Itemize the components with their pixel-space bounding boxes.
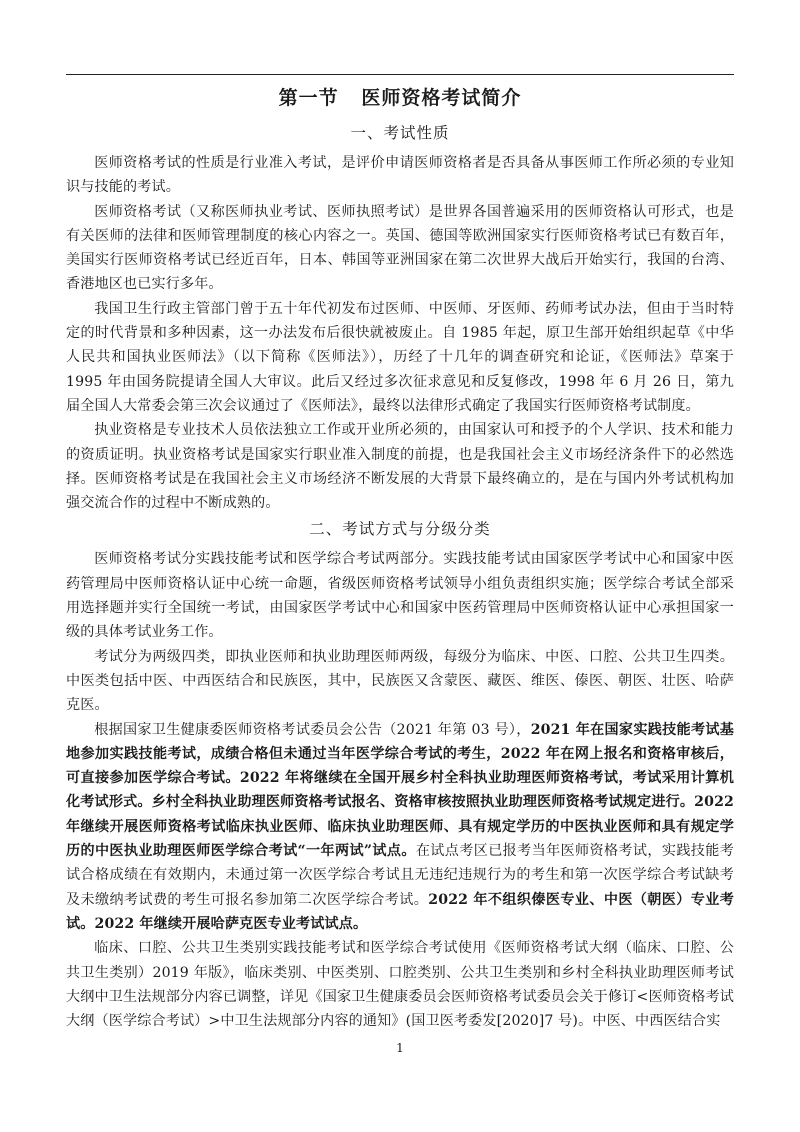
paragraph: 考试分为两级四类，即执业医师和执业助理医师两级，每级分为临床、中医、口腔、公共卫生四类。中医类包括中医、中西医结合和民族医，其中，民族医又含蒙医、藏医、维医、傣医、朝医、壮医、哈萨克医。 [66,648,734,714]
announcement-middle: 在试点考区已报考当年医师资格考试，实践技能考试合格成绩在有效期内，未通过第一次医学综合考试且无违纪违规行为的考生和第一次医学综合考试缺考及未缴纳考试费的考生可报名参加第二次医学综合考试。 [66,843,734,908]
paragraph-announcement [66,718,734,937]
section-heading-2: 二、考试方式与分级分类 [309,520,491,539]
announcement-intro: 根据国家卫生健康委医师资格考试委员会公告（2021 年第 03 号）， [94,721,531,738]
paragraph: 医师资格考试（又称医师执业考试、医师执照考试）是世界各国普遍采用的医师资格认可形式，也是有关医师的法律和医师管理制度的核心内容之一。英国、德国等欧洲国家实行医师资格考试已有数百年，美国实行医师资格考试已经近百年，日本、韩国等亚洲国家在第二次世界大战后开始实行，我国的台湾、香港地区也已实行多年。 [66,203,734,293]
paragraph: 临床、口腔、公共卫生类别实践技能考试和医学综合考试使用《医师资格考试大纲（临床、口腔、公共卫生类别）2019 年版》，临床类别、中医类别、口腔类别、公共卫生类别和乡村全科执业助理医师考试大纲中卫生法规部分内容已调整，详见《国家卫生健康委员会医师资格考试委员会关于修订<医师资格考试大纲（医学综合考试）>中卫生法规部分内容的通知》(国卫医考委发[2020]7 号)。中医、中西医结合实 [66,940,734,1030]
announcement-bold-1: 2021 年在国家实践技能考试基地参加实践技能考试，成绩合格但未通过当年医学综合考试的考生，2022 年在网上报名和资格审核后，可直接参加医学综合考试。2022 年将继续在全国开展乡村全科执业助理医师资格考试，考试采用计算机化考试形式。乡村全科执业助理医师资格考试报名、资格审核按照执业助理医师资格考试规定进行。2022 年继续开展医师资格考试临床执业医师、临床执业助理医师、具有规定学历的中医执业医师和具有规定学历的中医执业助理医师医学综合考试“一年两试”试点。 [66,721,734,860]
paragraph: 执业资格是专业技术人员依法独立工作或开业所必须的，由国家认可和授予的个人学识、技术和能力的资质证明。执业资格考试是国家实行职业准入制度的前提，也是我国社会主义市场经济条件下的必然选择。医师资格考试是在我国社会主义市场经济不断发展的大背景下最终确立的，是在与国内外考试机构加强交流合作的过程中不断成熟的。 [66,422,734,512]
page-number: 1 [396,1041,404,1055]
chapter-title: 第一节 医师资格考试简介 [278,87,522,109]
page-content [66,84,734,1033]
paragraph: 医师资格考试分实践技能考试和医学综合考试两部分。实践技能考试由国家医学考试中心和国家中医药管理局中医师资格认证中心统一命题，省级医师资格考试领导小组负责组织实施；医学综合考试全部采用选择题并实行全国统一考试，由国家医学考试中心和国家中医药管理局中医师资格认证中心承担国家一级的具体考试业务工作。 [66,551,734,641]
paragraph: 医师资格考试的性质是行业准入考试，是评价申请医师资格者是否具备从事医师工作所必须的专业知识与技能的考试。 [66,155,734,196]
announcement-bold-2: 2022 年不组织傣医专业、中医（朝医）专业考试。2022 年继续开展哈萨克医专业考试试点。 [66,891,734,932]
section-heading-1: 一、考试性质 [350,124,450,142]
paragraph: 我国卫生行政主管部门曾于五十年代初发布过医师、中医师、牙医师、药师考试办法，但由于当时特定的时代背景和多种因素，这一办法发布后很快就被废止。自 1985 年起，原卫生部开始组织起草《中华人民共和国执业医师法》（以下简称《医师法》），历经了十几年的调查研究和论证，《医师法》草案于 1995 年由国务院提请全国人大审议。此后又经过多次征求意见和反复修改，1998 年 6 月 26 日，第九届全国人大常委会第三次会议通过了《医师法》，最终以法律形式确定了我国实行医师资格考试制度。 [66,300,734,414]
header-rule [66,74,734,75]
